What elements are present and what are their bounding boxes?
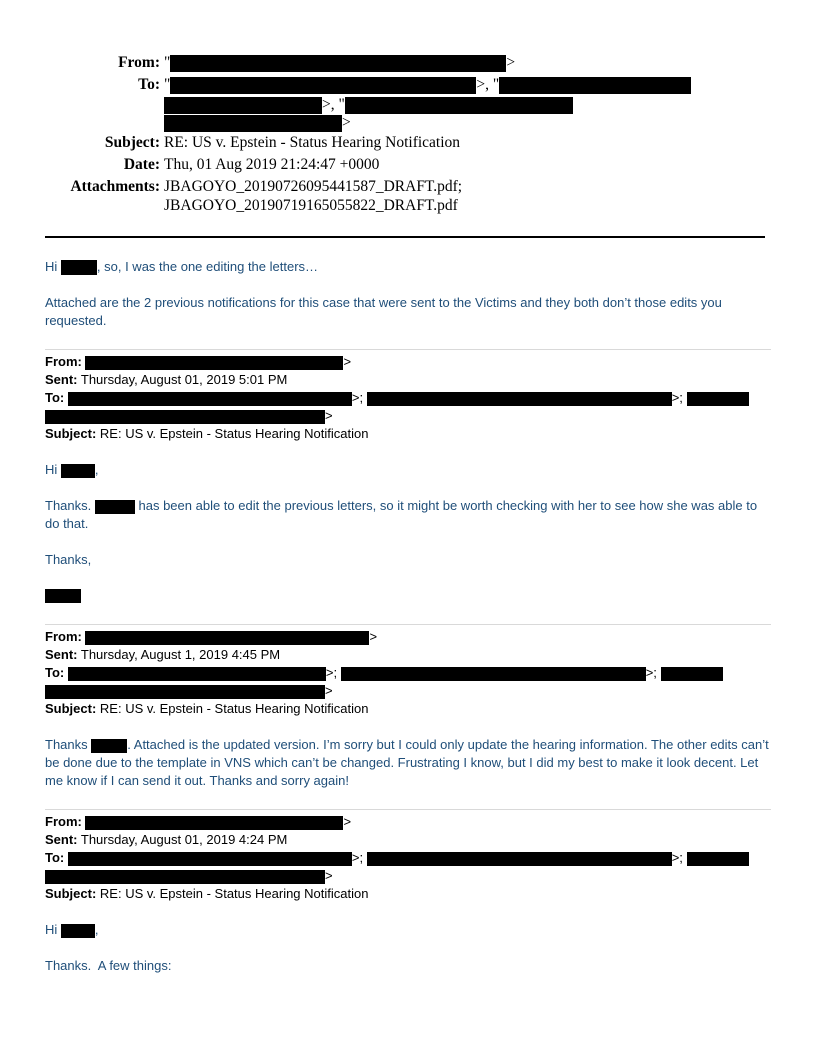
- redaction: [345, 97, 573, 114]
- date-label: Date:: [123, 156, 160, 173]
- redaction: [164, 97, 322, 114]
- greeting-hi: Hi: [45, 259, 58, 274]
- message-separator: [45, 809, 771, 810]
- attachment-2[interactable]: JBAGOYO_20190719165055822_DRAFT.pdf: [164, 197, 458, 214]
- message4-greeting: Hi ,: [45, 922, 99, 937]
- to-value-line-2: >, ": [164, 96, 573, 114]
- redaction: [499, 77, 691, 94]
- redaction: [68, 852, 352, 866]
- redaction: [45, 410, 325, 424]
- redaction: [68, 667, 326, 681]
- redaction: [341, 667, 646, 681]
- message-separator: [45, 349, 771, 350]
- redaction: [68, 392, 352, 406]
- attachment-1[interactable]: JBAGOYO_20190726095441587_DRAFT.pdf;: [164, 178, 463, 195]
- message4-to-cont: >: [45, 867, 773, 885]
- message3-to-cont: >: [45, 682, 773, 700]
- redaction: [170, 55, 506, 72]
- redaction: [367, 392, 672, 406]
- redaction: [170, 77, 476, 94]
- redaction: [61, 464, 95, 478]
- redaction: [85, 631, 369, 645]
- to-label: To:: [138, 76, 160, 93]
- message4-body: Thanks. A few things:: [45, 958, 172, 973]
- message4-sent: Sent: Thursday, August 01, 2019 4:24 PM: [45, 832, 288, 847]
- message3-body: Thanks . Attached is the updated version. I’m sorry but I could only update the hearing information. The other edits can’t be done due to the template in VNS which can’t be changed. Frustrating I know, but I did my best to make it look decent. Let me know if I can send it out. Thanks and sorry again!: [45, 737, 769, 788]
- redaction: [61, 924, 95, 938]
- message2-from: From: >: [45, 354, 352, 369]
- redaction: [61, 260, 97, 275]
- subject-label: Subject:: [104, 134, 160, 151]
- email-header: [0, 52, 816, 222]
- subject-value: RE: US v. Epstein - Status Hearing Notification: [164, 134, 461, 151]
- signature-redaction: [45, 589, 81, 603]
- redaction: [45, 870, 325, 884]
- redaction: [91, 739, 127, 753]
- redaction: [95, 500, 135, 514]
- message4-to: To: >; >;: [45, 849, 773, 867]
- header-divider: [45, 236, 765, 238]
- message-separator: [45, 624, 771, 625]
- message2-subject: Subject: RE: US v. Epstein - Status Hearing Notification: [45, 426, 369, 441]
- message4-subject: Subject: RE: US v. Epstein - Status Hearing Notification: [45, 886, 369, 901]
- message3-from: From: >: [45, 629, 378, 644]
- message4-from: From: >: [45, 814, 352, 829]
- message3-subject: Subject: RE: US v. Epstein - Status Hearing Notification: [45, 701, 369, 716]
- message2-greeting: Hi ,: [45, 462, 99, 477]
- attachments-label: Attachments:: [70, 178, 160, 195]
- redaction: [164, 115, 342, 132]
- message1-greeting: [45, 258, 773, 276]
- redaction: [85, 356, 343, 370]
- message1-body: Attached are the 2 previous notifications for this case that were sent to the Victims and they both don’t those edits you requested.: [45, 295, 722, 328]
- redaction: [367, 852, 672, 866]
- message2-to-cont: >: [45, 407, 773, 425]
- to-value-line-3: >: [164, 114, 351, 132]
- redaction: [45, 685, 325, 699]
- date-value: Thu, 01 Aug 2019 21:24:47 +0000: [164, 156, 380, 173]
- redaction: [661, 667, 723, 681]
- message2-to: To: >; >;: [45, 389, 773, 407]
- message2-body: Thanks. has been able to edit the previous letters, so it might be worth checking with her to see how she was able to do that.: [45, 498, 758, 531]
- redaction: [687, 392, 749, 406]
- greeting-rest: , so, I was the one editing the letters…: [96, 259, 319, 274]
- from-label: From:: [118, 54, 160, 71]
- to-value-line-1: " >, ": [164, 76, 691, 94]
- redaction: [687, 852, 749, 866]
- from-value: " >: [164, 54, 516, 71]
- message3-sent: Sent: Thursday, August 1, 2019 4:45 PM: [45, 647, 281, 662]
- message2-closing: Thanks,: [45, 552, 92, 567]
- message3-to: To: >; >;: [45, 664, 773, 682]
- message2-sent: Sent: Thursday, August 01, 2019 5:01 PM: [45, 372, 288, 387]
- redaction: [85, 816, 343, 830]
